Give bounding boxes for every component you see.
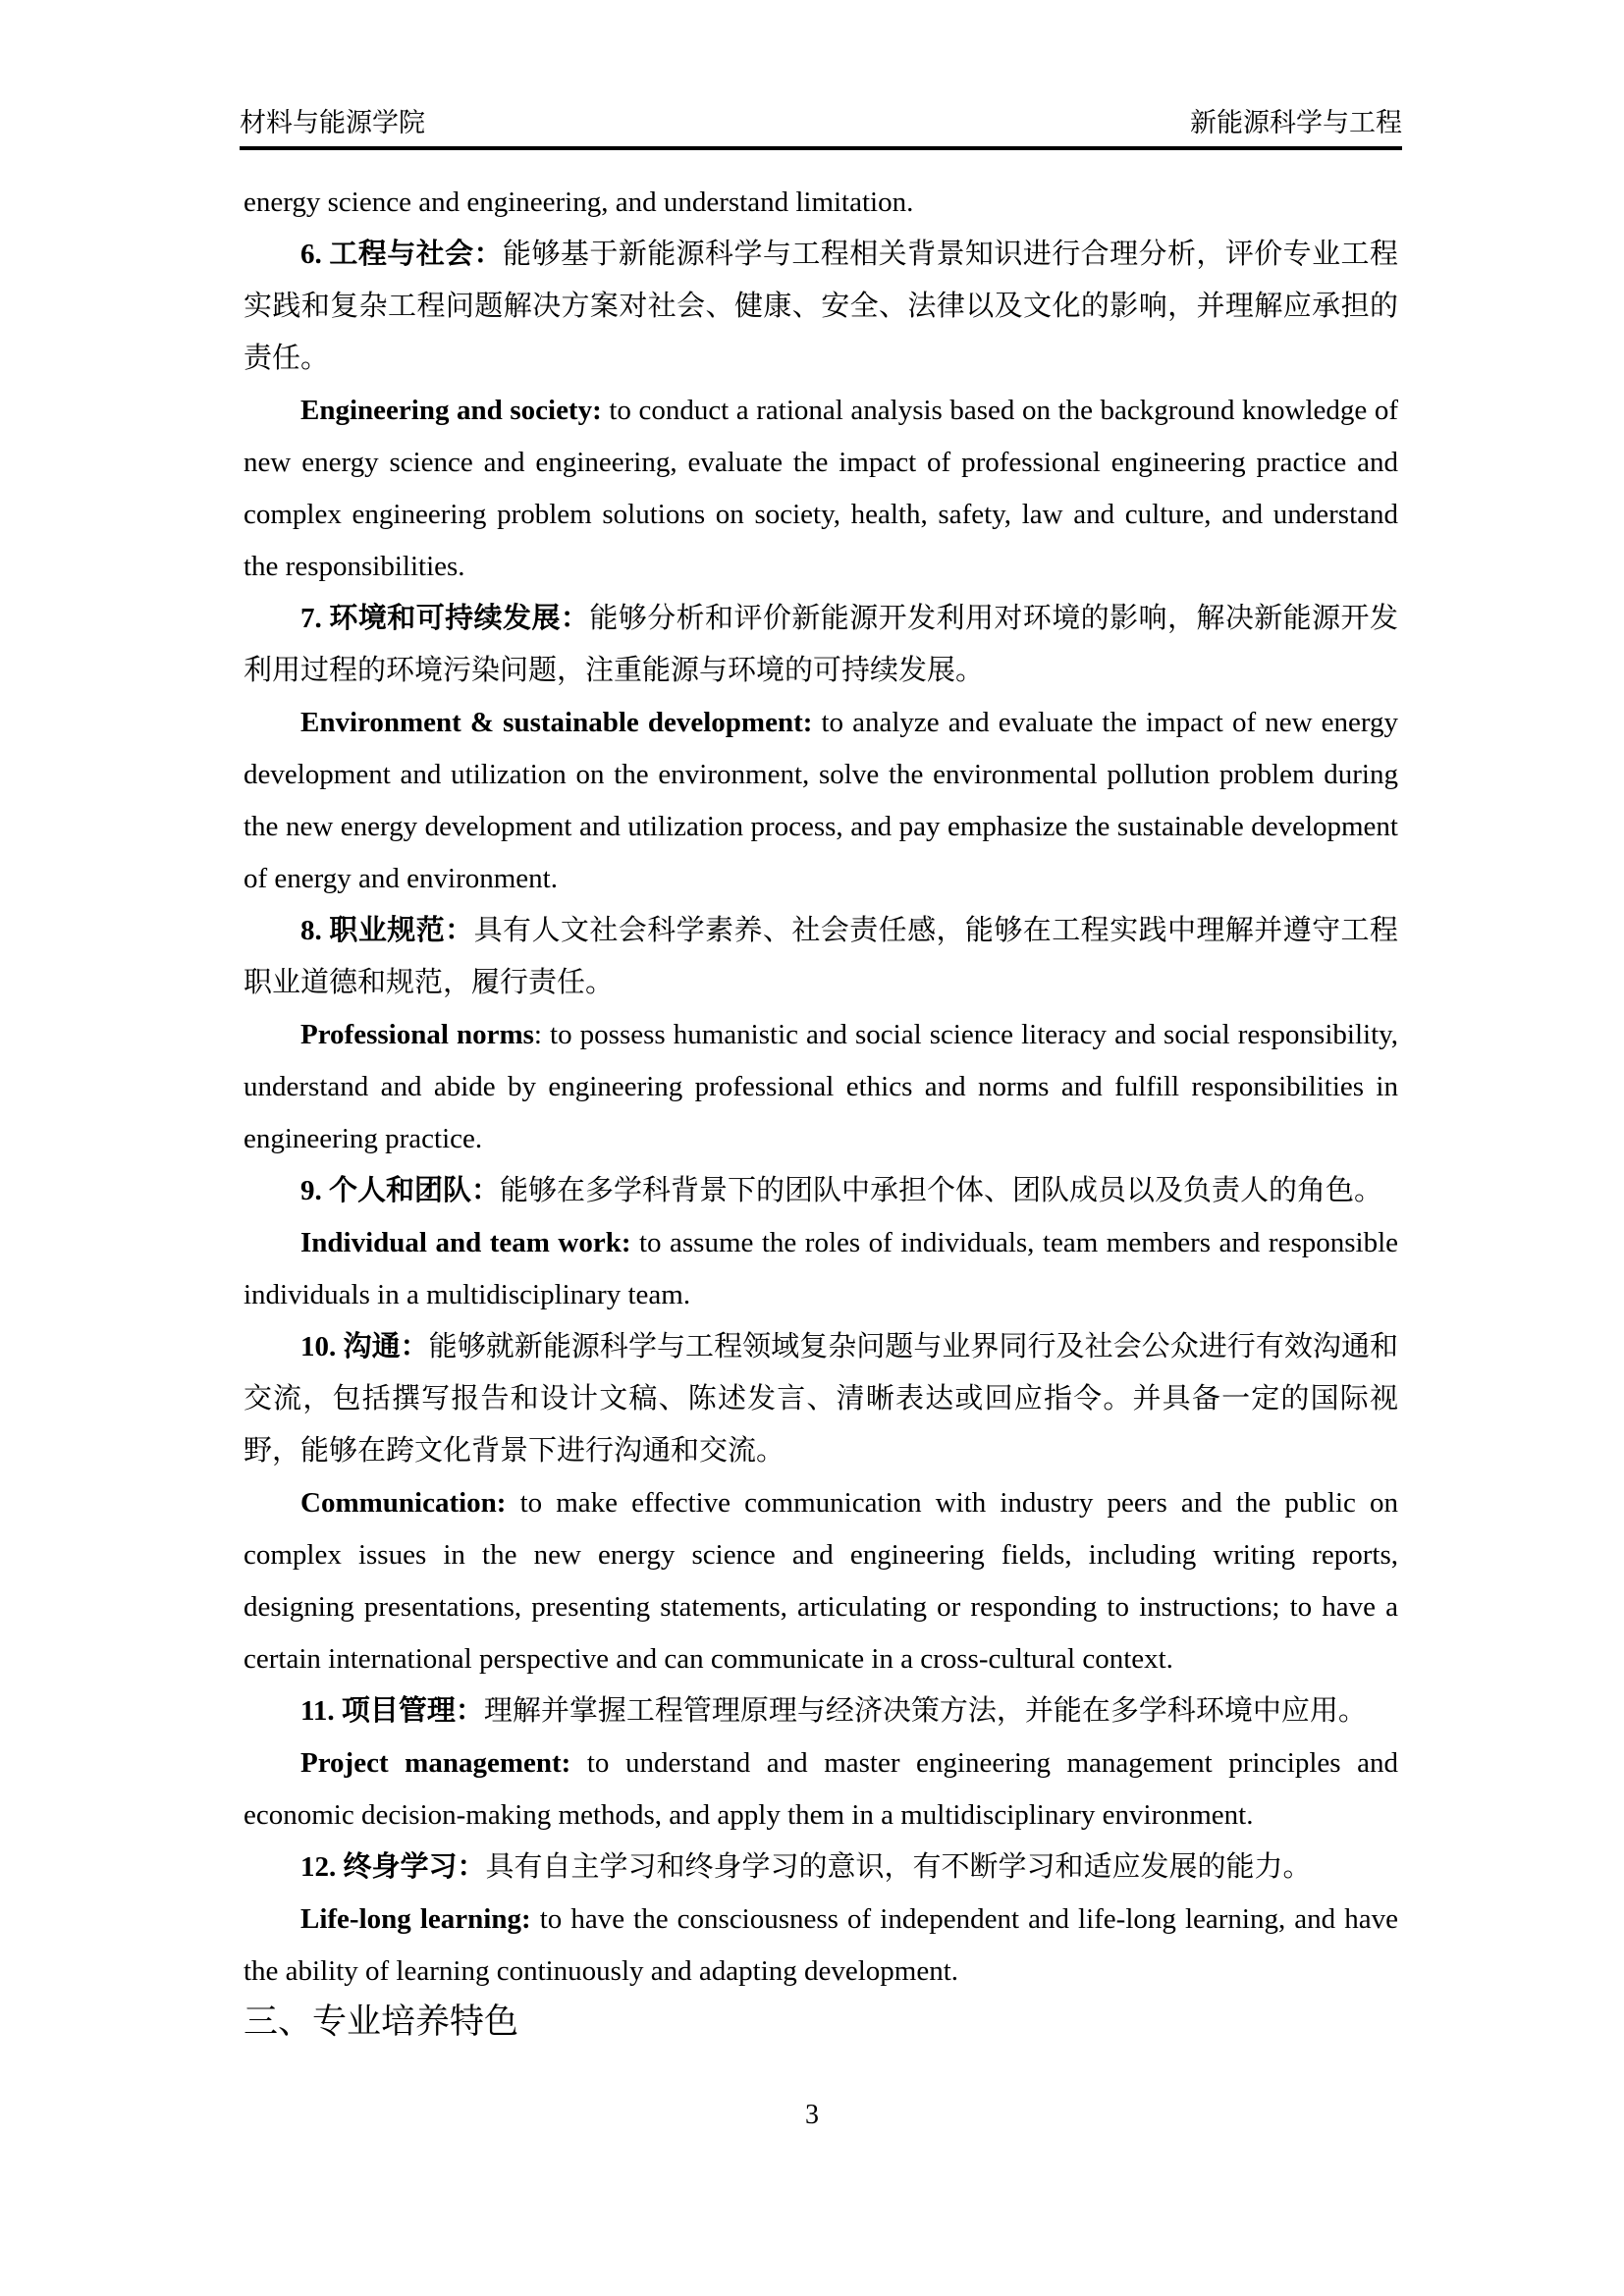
paragraph-body: 能够分析和评价新能源开发利用对环境的影响，解决新能源开发利用过程的环境污染问题，注重能源与环境的可持续发展。 [244,603,1398,686]
paragraph-lead: 7. 环境和可持续发展： [300,603,590,634]
section-heading: 三、专业培养特色 [244,2002,519,2041]
paragraph-lead: Engineering and society: [300,395,602,426]
document-body [244,177,1398,2047]
paragraph-body: to make effective communication with industry peers and the public on complex issues in the new energy science and engineering fields, including writing reports, designing presentations, presenting statements, articulating or responding to instructions; to have a certain international perspective and can communicate in a cross-cultural context. [244,1487,1398,1675]
paragraph-lead: 10. 沟通： [300,1331,429,1362]
paragraph-body: to have the consciousness of independent and life-long learning, and have the ability of learning continuously and adapting development. [244,1903,1398,1987]
paragraph-body: 能够在多学科背景下的团队中承担个体、团队成员以及负责人的角色。 [500,1175,1383,1206]
paragraph-en-11 [244,1737,1398,1842]
paragraph-lead: 9. 个人和团队： [300,1175,501,1206]
paragraph-zh-10 [244,1321,1398,1477]
paragraph-body: 理解并掌握工程管理原理与经济决策方法，并能在多学科环境中应用。 [483,1695,1367,1727]
paragraph-body: 能够基于新能源科学与工程相关背景知识进行合理分析，评价专业工程实践和复杂工程问题解决方案对社会、健康、安全、法律以及文化的影响，并理解应承担的责任。 [244,239,1398,374]
paragraph-lead: Individual and team work: [300,1227,631,1258]
paragraph-zh-8 [244,905,1398,1009]
paragraph-zh-9 [244,1165,1398,1217]
paragraph-en-7 [244,697,1398,905]
page-number: 3 [805,2100,819,2130]
paragraph-en-6 [244,385,1398,593]
paragraph-body: 具有人文社会科学素养、社会责任感，能够在工程实践中理解并遵守工程职业道德和规范，履行责任。 [244,915,1398,998]
paragraph-body: to analyze and evaluate the impact of new energy development and utilization on the environment, solve the environmental pollution problem during the new energy development and utilization process, and pay emphasize the sustainable development of energy and environment. [244,707,1398,894]
paragraph-zh-11 [244,1685,1398,1737]
paragraph-zh-12 [244,1842,1398,1894]
paragraph-en-12 [244,1894,1398,1998]
paragraph-lead: 12. 终身学习： [300,1851,486,1883]
paragraph-en-10 [244,1477,1398,1685]
page-header [240,106,1402,150]
paragraph-body: : to possess humanistic and social science literacy and social responsibility, understand and abide by engineering professional ethics and norms and fulfill responsibilities in engineering practice. [244,1019,1398,1154]
paragraph-body: to understand and master engineering management principles and economic decision-making methods, and apply them in a multidisciplinary environment. [244,1747,1399,1831]
paragraph-lead: Environment & sustainable development: [300,707,813,738]
paragraph-zh-7 [244,593,1398,697]
paragraph-en-9 [244,1217,1398,1321]
paragraph-lead: Communication: [300,1487,507,1519]
header-left-text: 材料与能源学院 [240,108,425,137]
paragraph-lead: 11. 项目管理： [300,1695,484,1727]
paragraph-lead: Life-long learning: [300,1903,531,1935]
paragraph-body: 具有自主学习和终身学习的意识，有不断学习和适应发展的能力。 [485,1851,1312,1883]
paragraph-lead: Professional norms [300,1019,534,1050]
paragraph-body: to assume the roles of individuals, team members and responsible individuals in a multidisciplinary team. [244,1227,1399,1310]
continuation-line: energy science and engineering, and understand limitation. [244,187,914,218]
paragraph-body: to conduct a rational analysis based on the background knowledge of new energy science and engineering, evaluate the impact of professional engineering practice and complex engineering problem solutions on society, health, safety, law and culture, and understand the responsibilities. [244,395,1398,582]
paragraph-zh-6 [244,229,1398,385]
paragraph-lead: 8. 职业规范： [300,915,474,946]
paragraph-lead: Project management: [300,1747,571,1779]
paragraph-lead: 6. 工程与社会： [300,239,504,270]
header-right-text: 新能源科学与工程 [1190,108,1402,137]
paragraph-body: 能够就新能源科学与工程领域复杂问题与业界同行及社会公众进行有效沟通和交流，包括撰写报告和设计文稿、陈述发言、清晰表达或回应指令。并具备一定的国际视野，能够在跨文化背景下进行沟通和交流。 [244,1331,1398,1467]
paragraph-en-8 [244,1009,1398,1165]
